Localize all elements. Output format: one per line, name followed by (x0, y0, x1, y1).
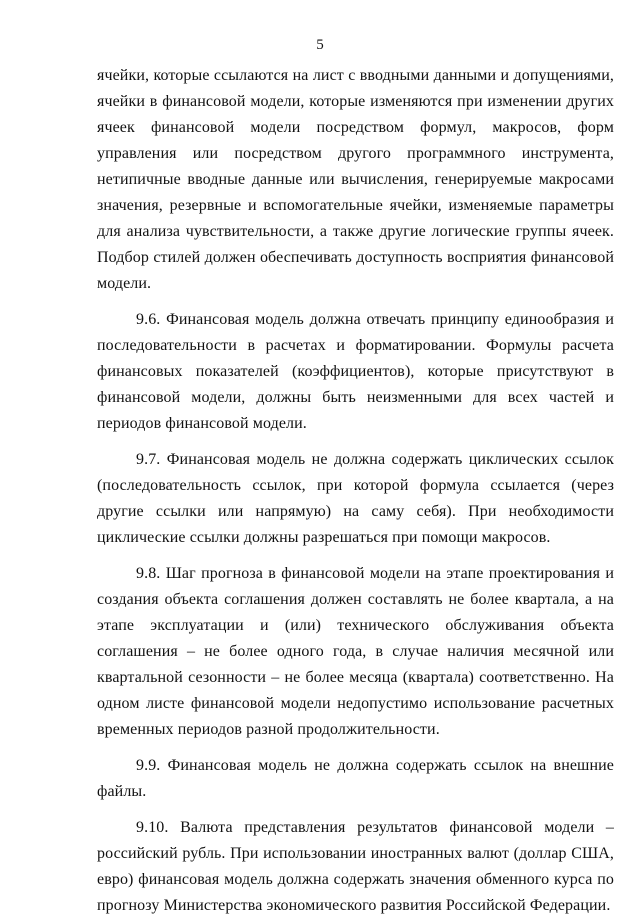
paragraph-9-10: 9.10. Валюта представления результатов финансовой модели – российский рубль. При использовании иностранных валют (доллар США, евро) финансовая модель должна содержать значения обменного курса по прогнозу Министерства экономического развития Российской Федерации. (97, 819, 614, 914)
paragraph-continuation: ячейки, которые ссылаются на лист с вводными данными и допущениями, ячейки в финансовой модели, которые изменяются при изменении других ячеек финансовой модели посредством формул, макросов, форм управления или посредством другого программного инструмента, нетипичные вводные данные или вычисления, генерируемые макросами значения, резервные и вспомогательные ячейки, изменяемые параметры для анализа чувствительности, а также другие логические группы ячеек. Подбор стилей должен обеспечивать доступность восприятия финансовой модели. (97, 67, 614, 292)
paragraph-9-6: 9.6. Финансовая модель должна отвечать принципу единообразия и последовательности в расчетах и форматировании. Формулы расчета финансовых показателей (коэффициентов), которые присутствуют в финансовой модели, должны быть неизменными для всех частей и периодов финансовой модели. (97, 311, 614, 432)
document-body (97, 63, 614, 919)
paragraph-9-8: 9.8. Шаг прогноза в финансовой модели на этапе проектирования и создания объекта соглашения должен составлять не более квартала, а на этапе эксплуатации и (или) технического обслуживания объекта соглашения – не более одного года, в случае наличия месячной или квартальной сезонности – не более месяца (квартала) соответственно. На одном листе финансовой модели недопустимо использование расчетных временных периодов разной продолжительности. (97, 565, 614, 738)
paragraph-9-7: 9.7. Финансовая модель не должна содержать циклических ссылок (последовательность ссылок, при которой формула ссылается (через другие ссылки или напрямую) на саму себя). При необходимости циклические ссылки должны разрешаться при помощи макросов. (97, 451, 614, 546)
paragraph-9-9: 9.9. Финансовая модель не должна содержать ссылок на внешние файлы. (97, 757, 614, 800)
page-number: 5 (316, 37, 324, 53)
